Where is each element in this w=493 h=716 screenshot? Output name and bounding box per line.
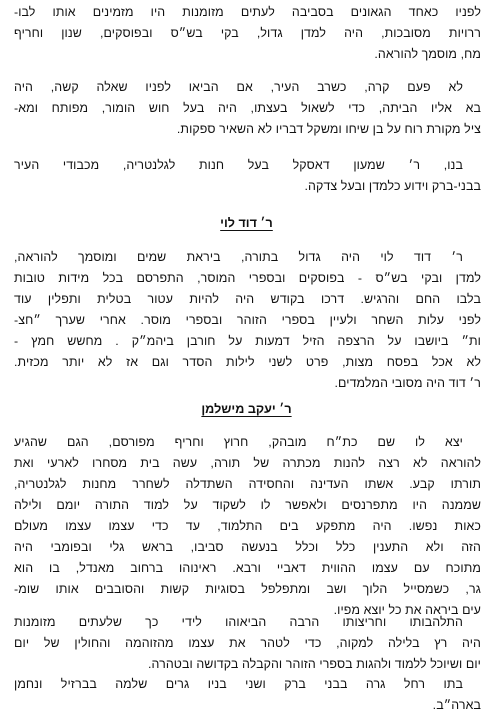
text-line: התלהבותו וחריצותו הרבה הביאוהו לידי כך שלעתים מזומנות — [14, 615, 463, 629]
text-line: בבני-ברק וידוע כלמדן ובעל צדקה. — [304, 179, 481, 193]
text-line: יצא לו שם כת״ח מובהק, חרוץ וחריף מפורסם, הגם שהגיע — [14, 435, 463, 449]
text-line: למדן ובקי בש״ס - בפוסקים ובספרי המוסר, התפרסם בכל מידות טובות — [14, 271, 481, 285]
text-line: לפני עלות השחר ולעיין בספרי הזוהר ובספרי מוסר. אחרי שערך ״חצ- — [14, 313, 481, 327]
text-line: ר׳ דוד לוי היה גדול בתורה, ביראת שמים ומוסמך להוראה, — [14, 250, 463, 264]
text-line: היה רץ בלילה למקוה, כדי לטהר את עצמו מהזוהמה והחולין של יום — [14, 636, 481, 650]
paragraph-son-shimon — [14, 155, 481, 197]
text-line: לא פעם קרה, כשרב העיר, אם הביאו לפניו שאלה קשה, היה — [14, 80, 463, 94]
text-line: ררויות מסובכות, היה למדן גדול, בקי בש״ס ובפוסקים, שנון וחריף — [14, 26, 481, 40]
text-line: עים ביראה את כל יוצא מפיו. — [333, 603, 481, 617]
text-line: גר, כשמסייל הלוך ושב ומתפלפל בסוגיות קשות והסובבים אותו שומ- — [14, 582, 481, 596]
text-line: תורתו קבע. אשתו העדינה והחסידה השתדלה לשחרר מחנות לגלנטריה, — [14, 477, 481, 491]
text-line: הזה ולא התענין כלל וכלל בנעשה סביבו, בראש גלי ובפומבי היה — [14, 540, 481, 554]
paragraph-yaakov-mishelman — [14, 432, 481, 621]
heading-text: ר׳ דוד לוי — [220, 216, 273, 230]
section-heading-yaakov-mishelman — [0, 400, 493, 418]
paragraph-dashkal-father — [14, 2, 481, 65]
text-line: מח, מוסמך להוראה. — [374, 47, 481, 61]
text-line: שממנה היו מתפרנסים ולאפשר לו לשקוד על למוד התורה יומם ולילה — [14, 498, 481, 512]
text-line: לפניו כאחד הגאונים בסביבה לעתים מזומנות היו מזמינים אותו לבו- — [14, 5, 481, 19]
paragraph-david-levi — [14, 247, 481, 394]
text-line: בתו רחל גרה בבני ברק ושני בניו גרים שלמה בברזיל ונחמן — [14, 677, 463, 691]
text-line: בארה״ב. — [432, 698, 481, 712]
text-line: ות״ ביושבו על הרצפה הזיל דמעות על חורבן ביהמ״ק . מחשש חמץ - — [14, 334, 481, 348]
text-line: לא אכל בפסח מצות, פרט לשני לילות הסדר וגם אז לא יותר מכזית. — [14, 355, 481, 369]
heading-text: ר׳ יעקב מישלמן — [201, 402, 292, 416]
paragraph-enthusiasm — [14, 612, 481, 675]
text-line: להוראה לא רצה להנות מכתרה של תורה, עשה בית מסחרו לארעי ואת — [14, 456, 481, 470]
text-line: כאות נפשו. היה מתפקע בים התלמוד, עד כדי עצמו עצמו מעולם — [14, 519, 481, 533]
text-line: ר׳ דוד היה מסובי המלמדים. — [334, 376, 481, 390]
text-line: בלבו החם והרגיש. דרכו בקודש היה להיות עטור בטלית ותפלין עוד — [14, 292, 481, 306]
text-line: בא אליו הביתה, כדי לשאול בעצתו, היה בעל חוש הומור, מפותח ומא- — [14, 101, 481, 115]
text-line: יום ושיוכל ללמוד ולהגות בספרי הזוהר והקבלה בקדושה ובטהרה. — [147, 657, 481, 671]
section-heading-david-levi — [0, 214, 493, 232]
text-line: מתוכח עם עצמו ההווית דאביי ורבא. ראינוהו ברחוב מאנדל, בו הוא — [14, 561, 481, 575]
text-line: בנו, ר׳ שמעון דאסקל בעל חנות לגלנטריה, מכבודי העיר — [14, 158, 463, 172]
paragraph-children — [14, 674, 481, 716]
text-line: ציל מקורת רוח על בן שיחו ומשקל דבריו לא השאיר ספקות. — [176, 122, 481, 136]
paragraph-humor — [14, 77, 481, 140]
